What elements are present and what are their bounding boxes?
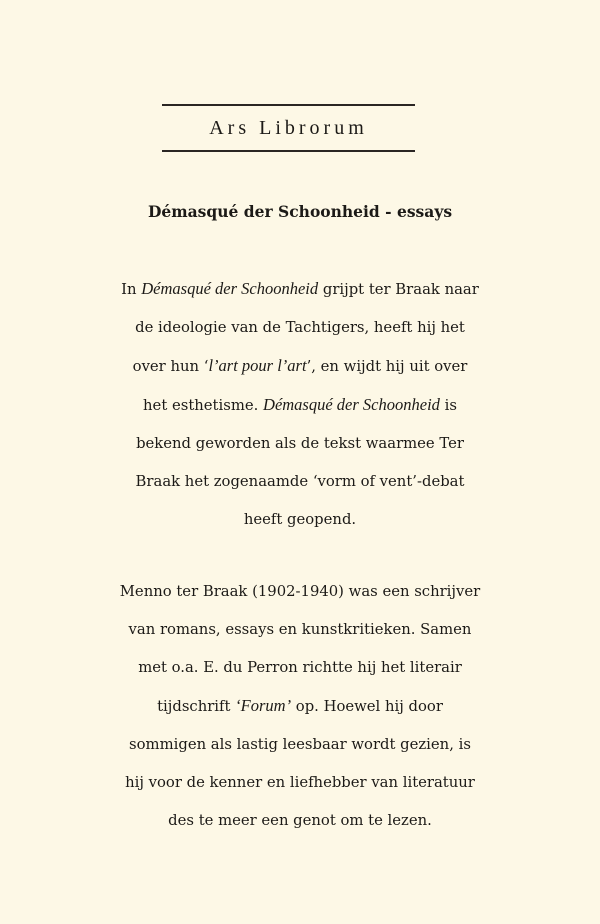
text-line: de ideologie van de Tachtigers, heeft hij het	[135, 319, 465, 336]
book-title: Démasqué der Schoonheid - essays	[147, 202, 453, 221]
description-paragraph-2	[60, 573, 540, 840]
text-line: heeft geopend.	[243, 511, 357, 528]
text-line: met o.a. E. du Perron richtte hij het literair	[138, 659, 462, 676]
top-rule	[162, 104, 415, 106]
text-run: tijdschrift	[157, 698, 236, 715]
text-run: In	[121, 281, 142, 298]
text-line: hij voor de kenner en liefhebber van literatuur	[125, 774, 475, 791]
text-run: ’, en wijdt hij uit over	[306, 358, 468, 375]
text-run: grijpt ter Braak naar	[318, 281, 479, 298]
publisher-name: Ars Librorum	[209, 117, 368, 139]
publisher-header	[162, 104, 415, 152]
text-run: op. Hoewel hij door	[291, 698, 443, 715]
text-line	[60, 687, 540, 726]
description-paragraph-1	[60, 270, 540, 539]
text-run: is	[439, 397, 457, 414]
text-line: des te meer een genot om te lezen.	[168, 812, 432, 829]
italic-phrase: l’art pour l’art	[208, 356, 307, 375]
text-line	[60, 386, 540, 425]
italic-book-title: Démasqué der Schoonheid	[263, 395, 440, 414]
bottom-rule	[162, 150, 415, 152]
text-line: Menno ter Braak (1902-1940) was een schrijver	[119, 583, 481, 600]
text-line	[60, 270, 540, 309]
text-line: van romans, essays en kunstkritieken. Samen	[128, 621, 472, 638]
italic-book-title: Démasqué der Schoonheid	[141, 279, 319, 298]
text-run: het esthetisme.	[143, 397, 264, 414]
text-run: over hun ‘	[132, 358, 209, 375]
text-line: sommigen als lastig leesbaar wordt gezien, is	[129, 736, 471, 753]
text-line	[60, 347, 540, 386]
italic-magazine-title: ‘Forum’	[235, 696, 292, 715]
text-line: Braak het zogenaamde ‘vorm of vent’-debat	[135, 473, 465, 490]
text-line: bekend geworden als de tekst waarmee Ter	[136, 435, 464, 452]
